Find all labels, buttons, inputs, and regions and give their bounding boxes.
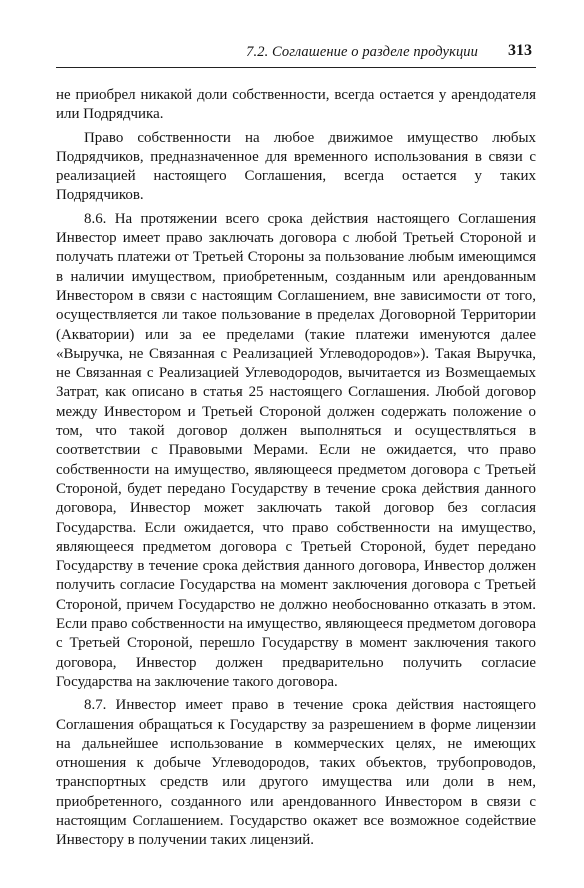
paragraph-continuation: не приобрел никакой доли собственности, всегда остается у арендодателя или Подрядчика. — [56, 87, 536, 123]
header-rule — [56, 67, 536, 68]
body-text — [56, 86, 536, 855]
paragraph-section-8-6: 8.6. На протяжении всего срока действия настоящего Соглашения Инвестор имеет право заключать договора с любой Третьей Стороной и получать платежи от Третьей Стороны за пользование любым имеющимся в наличии имуществом, приобретенным, созданным или арендованным Инвестором в связи с настоящим Соглашением, вне зависимости от того, осуществляется ли такое пользование в пределах Договорной Территории (Акватории) или за ее пределами (такие платежи именуются далее «Выручка, не Связанная с Реализацией Углеводородов»). Такая Выручка, не Связанная с Реализацией Углеводородов, вычитается из Возмещаемых Затрат, как описано в статья 25 настоящего Соглашения. Любой договор между Инвестором и Третьей Стороной должен содержать положение о том, что такой договор должен выполняться и осуществляться в соответствии с Правовыми Мерами. Если не ожидается, что право собственности на имущество, являющееся предметом договора с Третьей Стороной, будет передано Государству в течение срока действия данного договора, Инвестор может заключать такой договор без согласия Государства. Если ожидается, что право собственности на имущество, являющееся предметом договора с Третьей Стороной, будет передано Государству в течение срока действия данного договора, Инвестор должен получить согласие Государства на момент заключения договора с Третьей Стороной, причем Государство не должно необоснованно отказать в этом. Если право собственности на имущество, являющееся предметом договора с Третьей Стороной, перешло Государству в момент заключения такого договора, Инвестор должен предварительно получить согласие Государства на заключение такого договора. — [56, 210, 536, 690]
running-title: 7.2. Соглашение о разделе продукции — [246, 44, 478, 60]
running-header — [56, 38, 536, 66]
page-number: 313 — [508, 42, 532, 59]
paragraph-movable-property: Право собственности на любое движимое имущество любых Подрядчиков, предназначенное для временного использования в связи с реализацией настоящего Соглашения, всегда остается у таких Подрядчиков. — [56, 129, 536, 204]
paragraph-section-8-7: 8.7. Инвестор имеет право в течение срока действия настоящего Соглашения обращаться к Государству за разрешением в форме лицензии на дальнейшее использование в коммерческих целях, не имеющих отношения к добыче Углеводородов, таких объектов, трубопроводов, транспортных средств или другого имущества или доли в нем, приобретенного, созданного или арендованного Инвестором в связи с настоящим Соглашением. Государство окажет все возможное содействие Инвестору в получении таких лицензий. — [56, 697, 536, 849]
